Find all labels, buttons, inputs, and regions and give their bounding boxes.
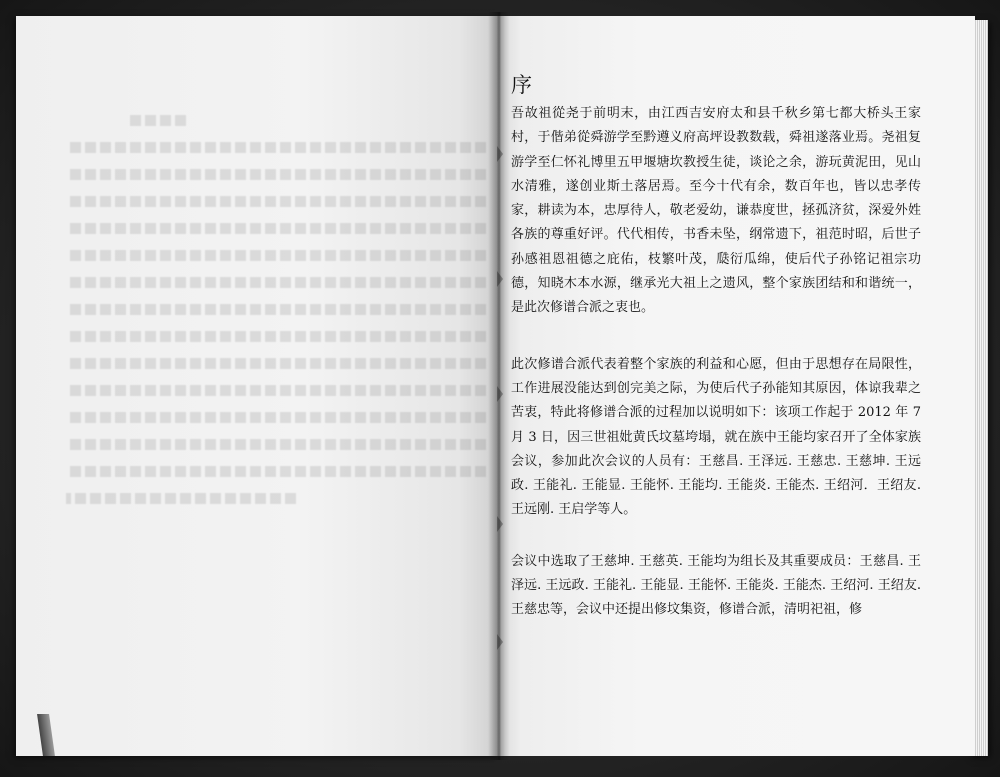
book-gutter bbox=[488, 12, 510, 760]
paragraph-2: 此次修谱合派代表着整个家族的利益和心愿，但由于思想存在局限性，工作进展没能达到创完美之际，为使后代子孙能知其原因，体谅我辈之苦衷，特此将修谱合派的过程加以说明如下：该项工作起于 2012 年 7 月 3 日，因三世祖妣黄氏坟墓垮塌，就在族中王能均家召开了全体家族会议，参加此次会议的人员有：王慈昌. 王泽远. 王慈忠. 王慈坤. 王远政. 王能礼. 王能显. 王能怀. 王能均. 王能炎. 王能杰. 王绍河．王绍友. 王远刚. 王启学等人。 bbox=[511, 356, 921, 518]
page-corner-tab bbox=[37, 714, 55, 756]
left-page bbox=[16, 16, 497, 756]
right-page bbox=[497, 16, 975, 756]
page-content bbox=[511, 72, 921, 623]
page-heading: 序 bbox=[511, 73, 532, 97]
paragraph-3: 会议中选取了王慈坤. 王慈英. 王能均为组长及其重要成员：王慈昌. 王泽远. 王远政. 王能礼. 王能显. 王能怀. 王能炎. 王能杰. 王绍河. 王绍友. 王慈忠等，会议中还提出修坟集资，修谱合派，清明祀祖，修 bbox=[511, 553, 921, 618]
paragraph-1: 吾故祖從尧于前明末，由江西吉安府太和县千秋乡第七都大桥头王家村，于偕弟從舜游学至黔遵义府高坪设教数载，舜祖遂落业焉。尧祖复游学至仁怀礼博里五甲堰塘坎教授生徒，谈论之余，游玩黄泥田，见山水清雅，遂创业斯土落居焉。至今十代有余，数百年也，皆以忠孝传家，耕读为本，忠厚待人，敬老爱幼，谦恭度世，拯孤济贫，深爱外姓各族的尊重好评。代代相传，书香未坠，纲常遗下，祖范时昭，后世子孙感祖恩祖德之庇佑，枝繁叶茂，瓞衍瓜绵，使后代子孙铭记祖宗功德，知晓木本水源，继承光大祖上之遗风，整个家族团结和和谐统一，是此次修谱合派之衷也。 bbox=[511, 106, 921, 316]
show-through-text bbox=[66, 106, 486, 526]
